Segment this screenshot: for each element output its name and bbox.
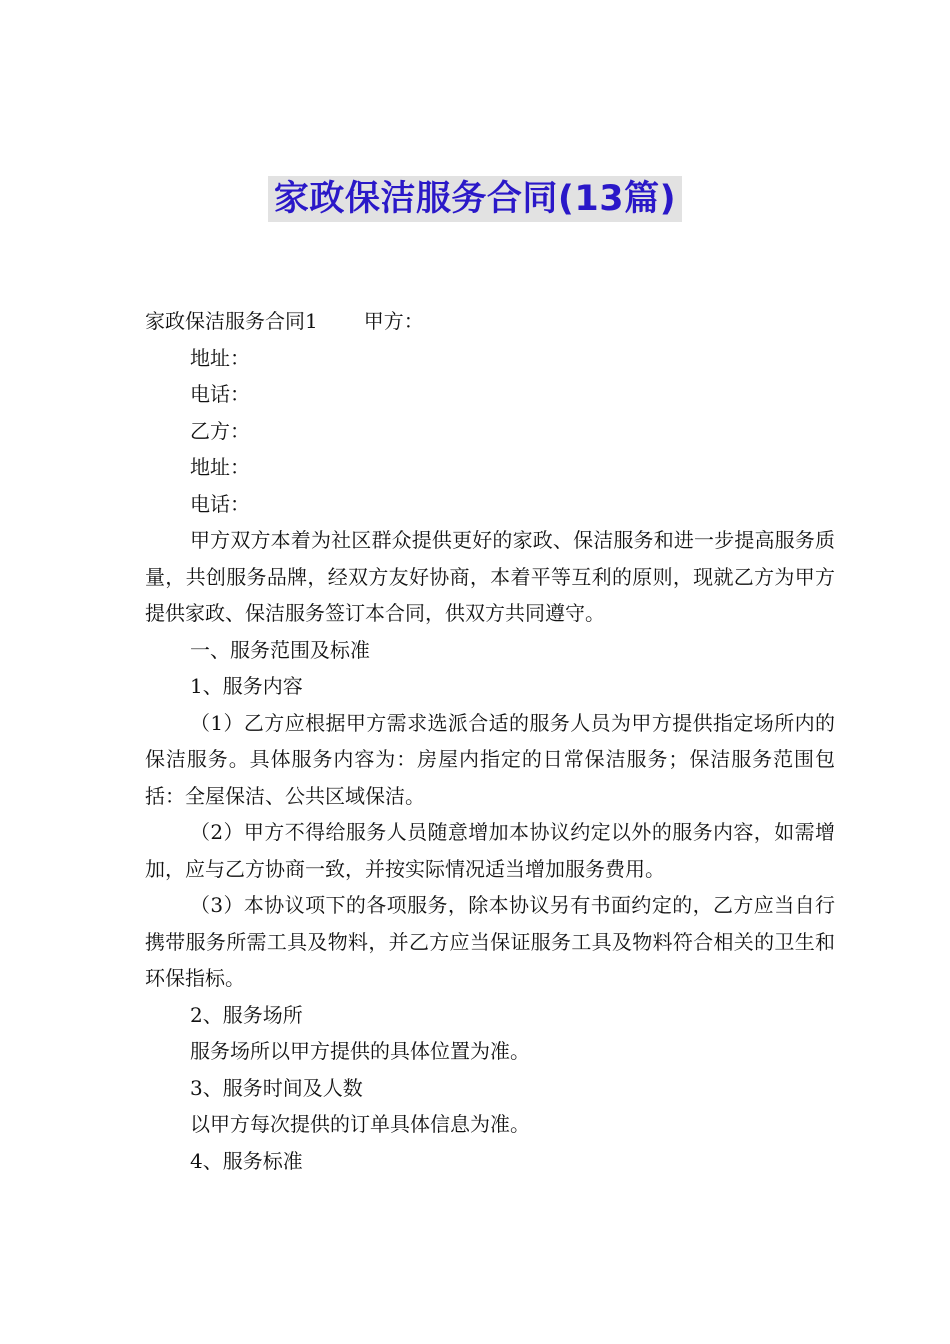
document-title: 家政保洁服务合同(13篇) <box>268 176 682 222</box>
item1-paragraph-2: （2）甲方不得给服务人员随意增加本协议约定以外的服务内容，如需增加，应与乙方协商一致，并按实际情况适当增加服务费用。 <box>145 820 835 881</box>
party-a-label: 甲方： <box>363 309 424 333</box>
item1-paragraph-1: （1）乙方应根据甲方需求选派合适的服务人员为甲方提供指定场所内的保洁服务。具体服务内容为：房屋内指定的日常保洁服务；保洁服务范围包括：全屋保洁、公共区域保洁。 <box>145 710 835 808</box>
item3-title: 3、服务时间及人数 <box>190 1075 363 1100</box>
item3-text: 以甲方每次提供的订单具体信息为准。 <box>190 1112 530 1136</box>
item4-title: 4、服务标准 <box>190 1148 303 1173</box>
item2-text: 服务场所以甲方提供的具体位置为准。 <box>190 1039 530 1063</box>
contract-heading-line <box>145 303 835 340</box>
party-b-address: 地址： <box>190 455 250 479</box>
document-body <box>145 303 835 1179</box>
item1-title: 1、服务内容 <box>190 674 303 698</box>
party-a-address: 地址： <box>190 345 250 370</box>
item1-paragraph-3: （3）本协议项下的各项服务，除本协议另有书面约定的，乙方应当自行携带服务所需工具及物料，并乙方应当保证服务工具及物料符合相关的卫生和环保指标。 <box>145 893 835 990</box>
party-b-phone: 电话： <box>190 491 250 516</box>
party-a-phone: 电话： <box>190 382 250 406</box>
item2-title: 2、服务场所 <box>190 1002 303 1027</box>
title-wrap <box>0 176 950 222</box>
party-b-label: 乙方： <box>190 418 250 443</box>
section1-title: 一、服务范围及标准 <box>190 637 370 662</box>
contract-heading: 家政保洁服务合同1 <box>145 309 318 333</box>
intro-paragraph: 甲方双方本着为社区群众提供更好的家政、保洁服务和进一步提高服务质量，共创服务品牌，经双方友好协商，本着平等互利的原则，现就乙方为甲方提供家政、保洁服务签订本合同，供双方共同遵守。 <box>145 528 835 625</box>
